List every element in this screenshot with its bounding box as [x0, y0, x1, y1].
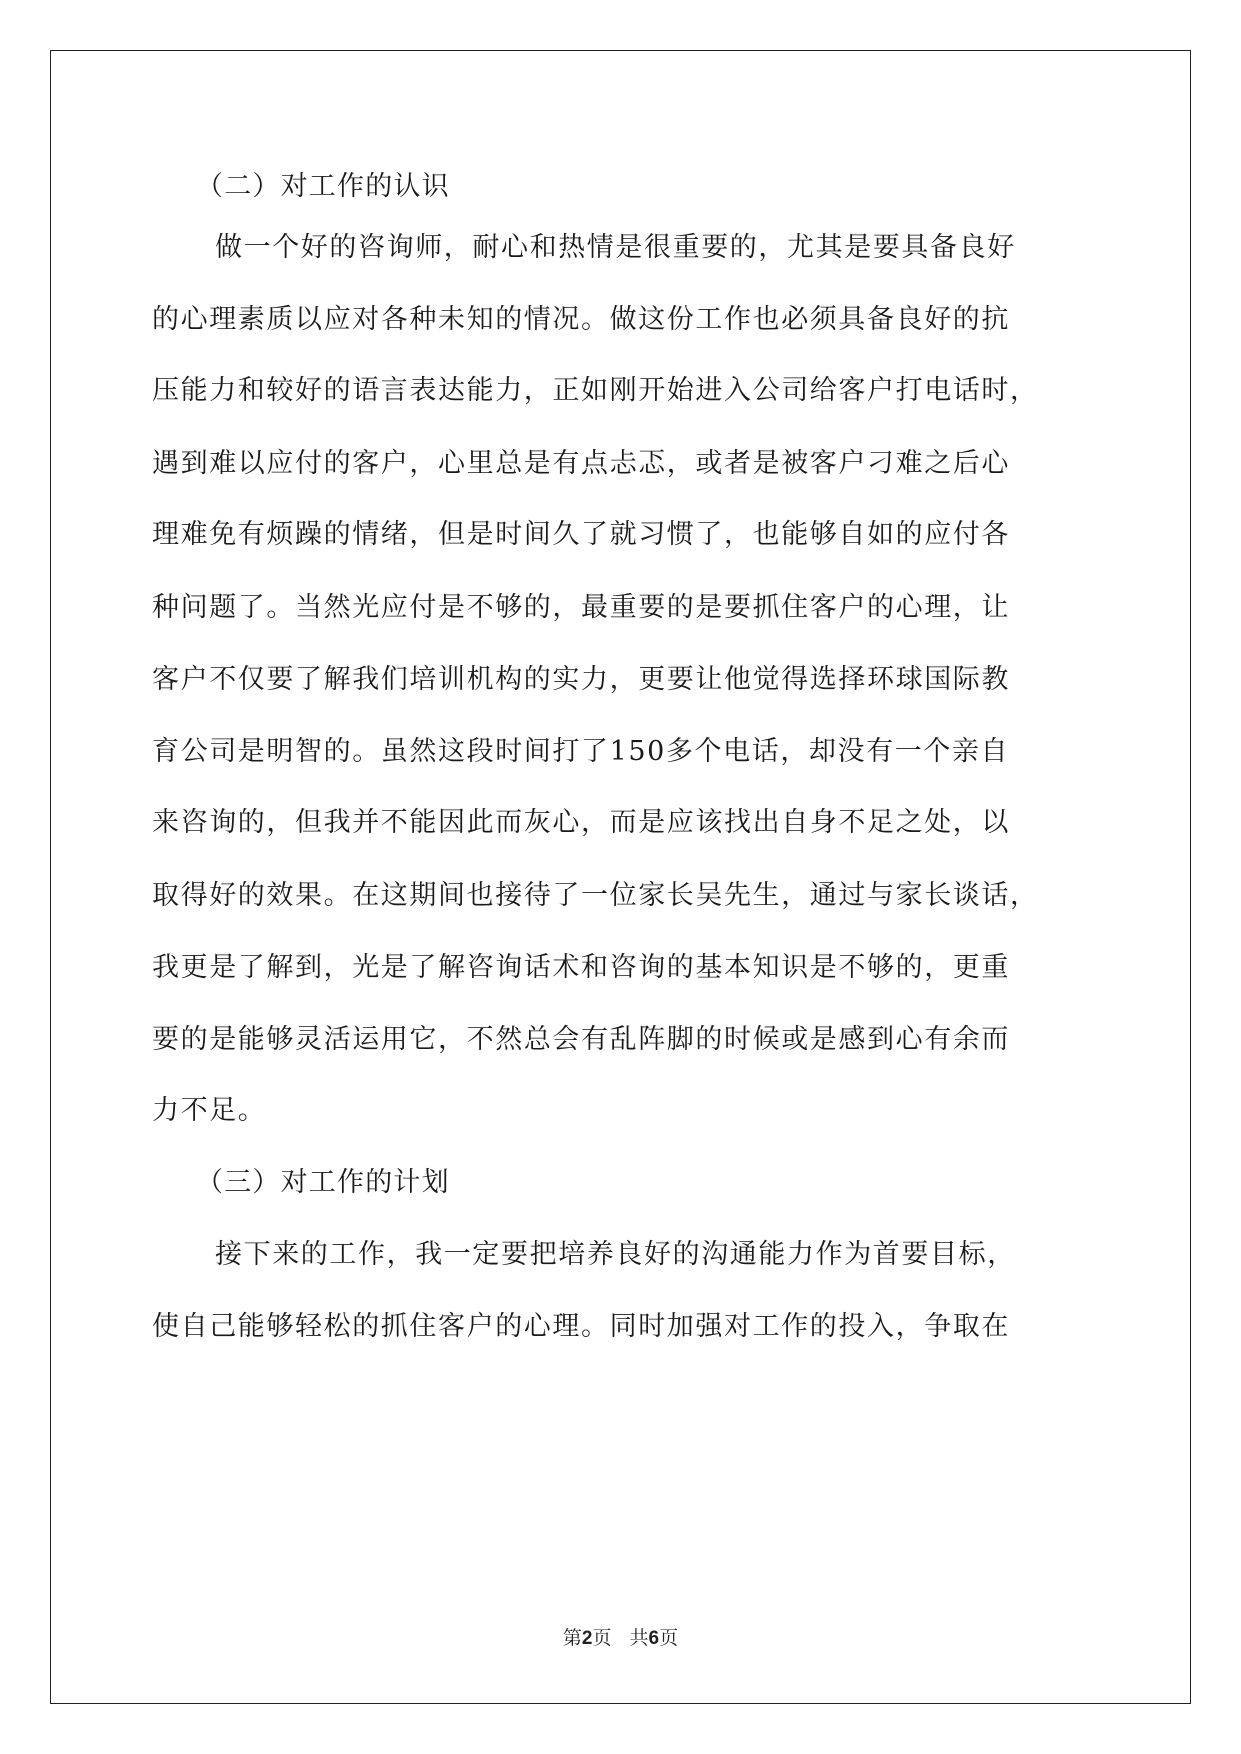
paragraph-line: 压能力和较好的语言表达能力，正如刚开始进入公司给客户打电话时， — [152, 375, 1039, 406]
paragraph-line: 做一个好的咨询师，耐心和热情是很重要的，尤其是要具备良好 — [215, 232, 1016, 263]
page-border — [50, 50, 1191, 1704]
footer-page-prefix: 第 — [562, 1627, 582, 1649]
paragraph-line: 的心理素质以应对各种未知的情况。做这份工作也必须具备良好的抗 — [152, 304, 1010, 335]
paragraph-line: 客户不仅要了解我们培训机构的实力，更要让他觉得选择环球国际教 — [152, 664, 1010, 695]
footer-page-total: 6 — [648, 1628, 660, 1649]
paragraph-line: 育公司是明智的。虽然这段时间打了150多个电话，却没有一个亲自 — [152, 736, 1010, 767]
footer-total-prefix: 共 — [629, 1627, 649, 1649]
paragraph-line: 力不足。 — [152, 1095, 267, 1126]
paragraph-line: 遇到难以应付的客户，心里总是有点忐忑，或者是被客户刁难之后心 — [152, 448, 1010, 479]
footer-total-suffix: 页 — [659, 1627, 679, 1649]
paragraph-line: 使自己能够轻松的抓住客户的心理。同时加强对工作的投入，争取在 — [152, 1311, 1010, 1342]
paragraph-line: 要的是能够灵活运用它，不然总会有乱阵脚的时候或是感到心有余而 — [152, 1024, 1010, 1055]
paragraph-line: 理难免有烦躁的情绪，但是时间久了就习惯了，也能够自如的应付各 — [152, 519, 1010, 550]
paragraph-line: 来咨询的，但我并不能因此而灰心，而是应该找出自身不足之处，以 — [152, 807, 1010, 838]
section-heading-2: （二）对工作的认识 — [196, 171, 450, 202]
paragraph-line: 我更是了解到，光是了解咨询话术和咨询的基本知识是不够的，更重 — [152, 952, 1010, 983]
paragraph-line: 取得好的效果。在这期间也接待了一位家长吴先生，通过与家长谈话， — [152, 880, 1039, 911]
page-footer — [0, 1629, 1241, 1648]
paragraph-line: 种问题了。当然光应付是不够的，最重要的是要抓住客户的心理，让 — [152, 592, 1010, 623]
footer-page-mid: 页 — [592, 1627, 612, 1649]
section-heading-3: （三）对工作的计划 — [196, 1167, 450, 1198]
paragraph-line: 接下来的工作，我一定要把培养良好的沟通能力作为首要目标， — [215, 1239, 1016, 1270]
footer-page-current: 2 — [581, 1628, 593, 1649]
